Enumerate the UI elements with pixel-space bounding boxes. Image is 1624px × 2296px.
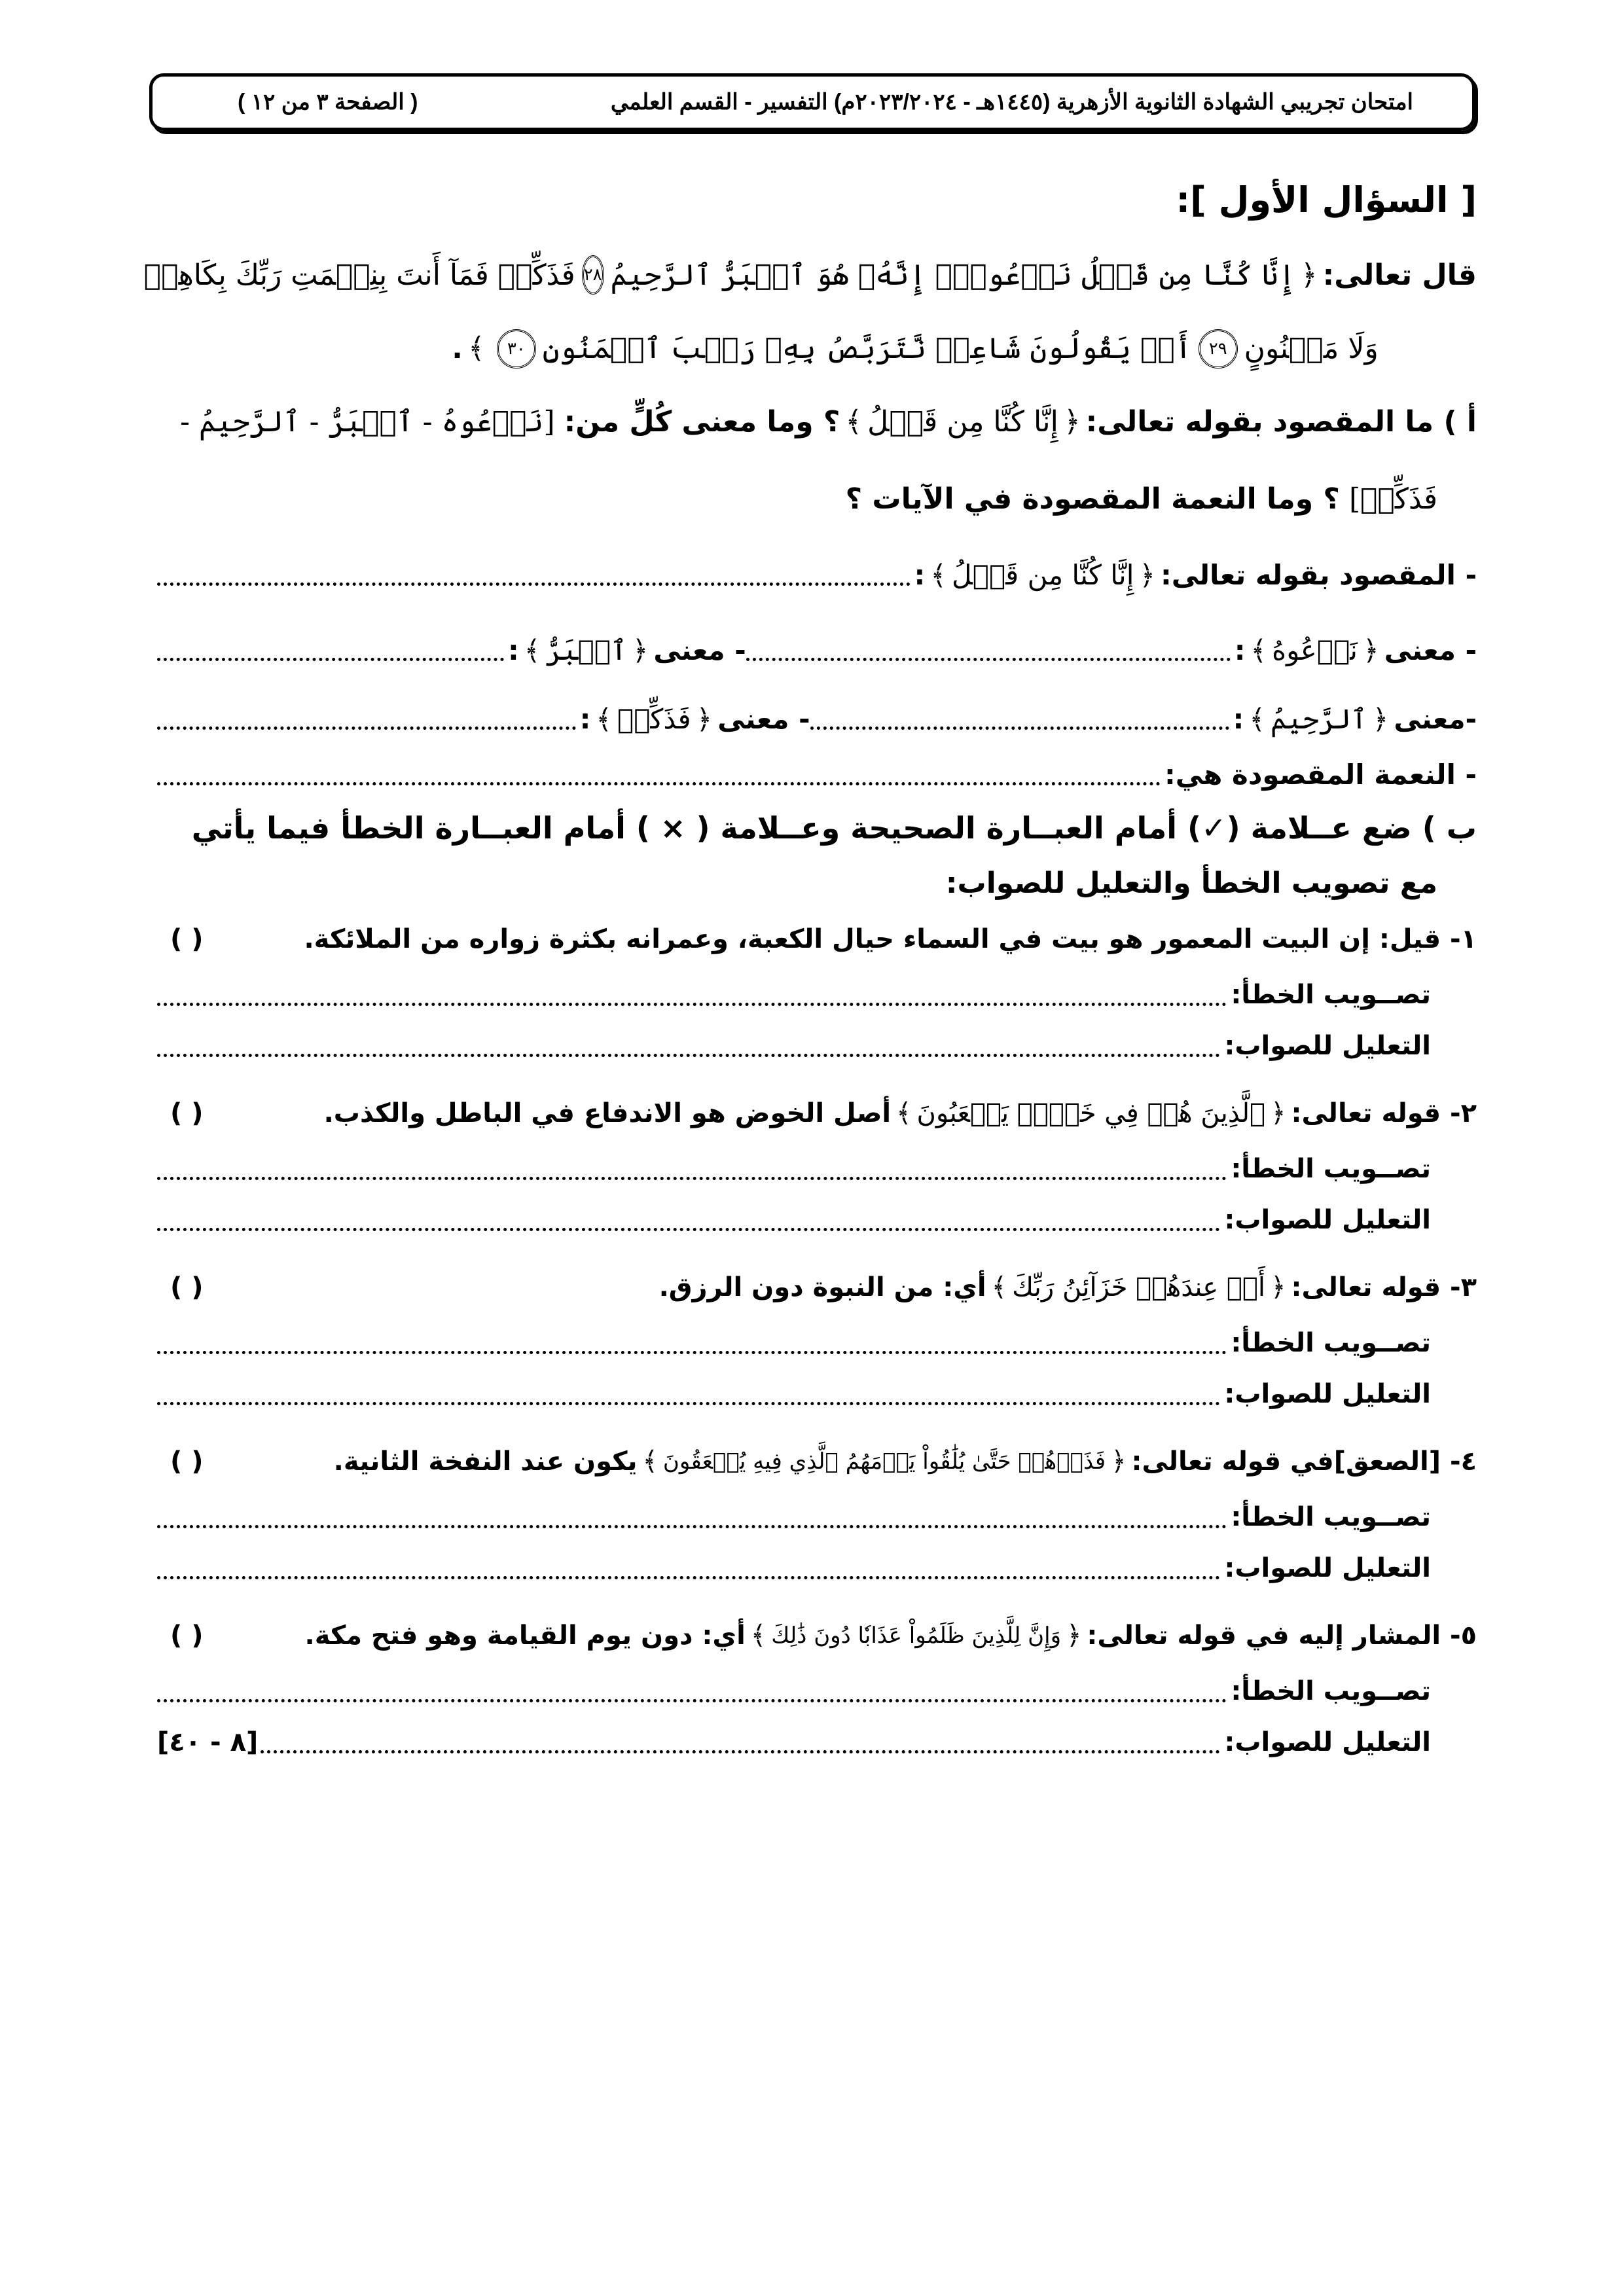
correction-label: تصــويب الخطأ:: [1231, 980, 1431, 1010]
answer-blessing-label: - النعمة المقصودة هي:: [1164, 759, 1477, 791]
reason-label: التعليل للصواب:: [1224, 1031, 1431, 1061]
reason-blank[interactable]: [157, 1228, 1220, 1231]
ornament-close-icon: ﴾: [896, 1098, 912, 1128]
answer-meanings-line-1: [157, 613, 1477, 688]
answer-mark-box[interactable]: ( ): [170, 1098, 204, 1128]
verse-line-2: [157, 314, 1477, 383]
answer-mark-box[interactable]: ( ): [170, 924, 204, 954]
item-statement: [157, 1083, 1477, 1143]
ornament-close-icon: ﴾: [1249, 703, 1265, 735]
correction-label: تصــويب الخطأ:: [1231, 1676, 1431, 1706]
item-statement: [157, 1605, 1477, 1666]
answer-blank-albarr[interactable]: [157, 658, 504, 661]
reason-label: التعليل للصواب:: [1224, 1553, 1431, 1583]
correction-blank[interactable]: [157, 1351, 1227, 1354]
correction-blank[interactable]: [157, 1699, 1227, 1702]
ornament-close-icon: ﴾: [468, 332, 485, 365]
verse-part-3: وَلَا مَجۡنُونٍ: [1244, 332, 1379, 365]
answer-blessing-line: [157, 750, 1477, 799]
item-prefix: ٣- قوله تعالى:: [1291, 1272, 1477, 1302]
part-a-verse: إِنَّا كُنَّا مِن قَبۡلُ: [867, 404, 1058, 439]
part-a-mid: ؟ وما معنى كُلٍّ من:: [564, 404, 840, 439]
word-nadouh: نَدۡعُوهُ: [1272, 634, 1358, 666]
answer-blank-fadhakkir[interactable]: [157, 726, 576, 730]
part-b-instruction-1: ب ) ضع عــلامة (✓) أمام العبــارة الصحيحة وعــلامة ( × ) أمام العبــارة الخطأ فيما يأتي: [191, 810, 1477, 846]
answer-mark-box[interactable]: ( ): [170, 1621, 204, 1651]
answer-blank-meant[interactable]: [157, 583, 911, 586]
question-page: [143, 164, 1477, 1768]
colon: :: [508, 634, 519, 666]
item-verse: ٱلَّذِينَ هُمۡ فِي خَوۡضٖ يَلۡعَبُونَ: [916, 1098, 1266, 1128]
reason-label: التعليل للصواب:: [1224, 1205, 1431, 1235]
ornament-open-icon: ﴿: [1139, 559, 1155, 591]
ornament-close-icon: ﴾: [1250, 634, 1267, 666]
part-b-instruction-line-1: [157, 799, 1477, 857]
answer-blank-alraheem[interactable]: [810, 726, 1229, 730]
part-a-blessing-question: ؟ وما النعمة المقصودة في الآيات ؟: [845, 482, 1340, 516]
score-badge: [٨ - ٤٠]: [157, 1727, 259, 1757]
ornament-close-icon: ﴾: [596, 703, 612, 735]
word-fadhakkir: فَذَكِّرۡ: [617, 703, 691, 735]
item-verse: فَذَرۡهُمۡ حَتَّىٰ يُلَٰقُواْ يَوۡمَهُمُ ٱلَّذِي فِيهِ يُصۡعَقُونَ: [662, 1448, 1106, 1475]
reason-line: [157, 1020, 1477, 1071]
ornament-open-icon: ﴿: [1066, 1621, 1082, 1651]
answer-mark-box[interactable]: ( ): [170, 1446, 204, 1477]
true-false-item-5: [157, 1605, 1477, 1768]
correction-label: تصــويب الخطأ:: [1231, 1502, 1431, 1532]
item-prefix: ٢- قوله تعالى:: [1291, 1098, 1477, 1128]
reason-blank[interactable]: [157, 1576, 1220, 1579]
ayah-number-29: ٢٩: [1199, 329, 1238, 368]
answer-mark-box[interactable]: ( ): [170, 1272, 204, 1302]
ornament-open-icon: ﴿: [1271, 1098, 1286, 1128]
answer-blank-nadouh[interactable]: [746, 658, 1231, 661]
item-prefix: ٤- [الصعق]في قوله تعالى:: [1131, 1446, 1477, 1477]
correction-blank[interactable]: [157, 1003, 1227, 1006]
ornament-open-icon: ﴿: [1362, 634, 1379, 666]
exam-title: امتحان تجريبي الشهادة الثانوية الأزهرية (١٤٤٥هـ - ٢٠٢٣/٢٠٢٤م) التفسير - القسم العلمي: [610, 90, 1413, 115]
item-verse: أَمۡ عِندَهُمۡ خَزَآئِنُ رَبِّكَ: [1012, 1272, 1266, 1302]
item-statement: [157, 1257, 1477, 1318]
ornament-close-icon: ﴾: [930, 559, 947, 591]
meaning-label: -معنى: [1394, 703, 1477, 735]
part-a-words: [نَدۡعُوهُ - ٱلۡبَرُّ - ٱلرَّحِيمُ -: [180, 404, 555, 439]
answer-meant-line: [157, 537, 1477, 613]
reason-line: [157, 1369, 1477, 1420]
ornament-open-icon: ﴿: [1271, 1272, 1286, 1302]
ornament-open-icon: ﴿: [696, 703, 713, 735]
ornament-close-icon: ﴾: [845, 404, 863, 439]
correction-line: [157, 1666, 1477, 1717]
exam-header: [149, 73, 1475, 131]
ornament-open-icon: ﴿: [1300, 258, 1318, 292]
correction-line: [157, 969, 1477, 1020]
reason-line: [157, 1194, 1477, 1246]
ornament-open-icon: ﴿: [632, 634, 649, 666]
verse-line-1: [143, 236, 1477, 314]
true-false-item-1: [157, 909, 1477, 1071]
verse-part-1: إِنَّا كُنَّا مِن قَبۡلُ نَدۡعُوهُۖ إِنَّهُۥ هُوَ ٱلۡبَرُّ ٱلرَّحِيمُ: [610, 258, 1295, 292]
reason-label: التعليل للصواب:: [1224, 1379, 1431, 1409]
true-false-item-3: [157, 1257, 1477, 1420]
colon: :: [579, 703, 591, 735]
part-b-instruction-2: مع تصويب الخطأ والتعليل للصواب:: [945, 866, 1437, 900]
question-title-text: [ السؤال الأول ]:: [1176, 179, 1477, 221]
meaning-label: - معنى: [717, 703, 810, 735]
reason-blank[interactable]: [261, 1750, 1220, 1753]
colon: :: [1234, 634, 1246, 666]
item-verse: وَإِنَّ لِلَّذِينَ ظَلَمُواْ عَذَابٗا دُونَ ذَٰلِكَ: [771, 1623, 1061, 1649]
correction-line: [157, 1318, 1477, 1369]
item-suffix: أي: دون يوم القيامة وهو فتح مكة.: [304, 1621, 746, 1651]
meaning-label: - معنى: [653, 634, 746, 666]
item-prefix: ١- قيل: إن البيت المعمور هو بيت في السماء حيال الكعبة، وعمرانه بكثرة زواره من الملائكة.: [304, 924, 1477, 954]
ornament-close-icon: ﴾: [524, 634, 541, 666]
ornament-close-icon: ﴾: [642, 1446, 658, 1477]
answer-meant-label: - المقصود بقوله تعالى:: [1161, 559, 1477, 591]
word-albarr: ٱلۡبَرُّ: [545, 634, 627, 666]
page-indicator: ( الصفحة ٣ من ١٢ ): [238, 90, 418, 115]
verse-intro-label: قال تعالى:: [1322, 258, 1477, 292]
ayah-number-30: ٣٠: [497, 329, 536, 368]
ornament-open-icon: ﴿: [1372, 703, 1389, 735]
question-title: [157, 164, 1477, 236]
verse-part-4: أَمۡ يَقُولُونَ شَاعِرٞ نَّتَرَبَّصُ بِهِۦ رَيۡبَ ٱلۡمَنُونِ: [542, 332, 1192, 365]
meaning-label: - معنى: [1384, 634, 1477, 666]
reason-blank[interactable]: [157, 1402, 1220, 1405]
colon: :: [914, 559, 926, 591]
colon: :: [1233, 703, 1244, 735]
item-suffix: أي: من النبوة دون الرزق.: [659, 1272, 986, 1302]
reason-line: [157, 1717, 1477, 1768]
correction-blank[interactable]: [157, 1177, 1227, 1180]
correction-blank[interactable]: [157, 1525, 1227, 1528]
answer-meanings-line-2: [157, 688, 1477, 750]
answer-blank-blessing[interactable]: [157, 782, 1161, 785]
ornament-open-icon: ﴿: [1111, 1446, 1127, 1477]
correction-label: تصــويب الخطأ:: [1231, 1154, 1431, 1184]
ornament-close-icon: ﴾: [991, 1272, 1007, 1302]
reason-line: [157, 1543, 1477, 1594]
reason-blank[interactable]: [157, 1054, 1220, 1057]
true-false-item-4: [157, 1431, 1477, 1594]
item-suffix: أصل الخوض هو الاندفاع في الباطل والكذب.: [323, 1098, 892, 1128]
part-a-question-line-2: [157, 460, 1477, 537]
ornament-open-icon: ﴿: [1063, 404, 1081, 439]
reason-label: التعليل للصواب:: [1224, 1727, 1431, 1757]
true-false-item-2: [157, 1083, 1477, 1246]
item-statement: [157, 909, 1477, 969]
part-a-words-cont: فَذَكِّرۡ]: [1348, 482, 1437, 516]
part-a-prefix: أ ) ما المقصود بقوله تعالى:: [1085, 404, 1477, 439]
correction-line: [157, 1143, 1477, 1194]
correction-line: [157, 1492, 1477, 1543]
answer-meant-verse: إِنَّا كُنَّا مِن قَبۡلُ: [951, 559, 1134, 591]
item-prefix: ٥- المشار إليه في قوله تعالى:: [1087, 1621, 1477, 1651]
item-statement: [157, 1431, 1477, 1492]
word-alraheem: ٱلرَّحِيمُ: [1270, 703, 1367, 735]
correction-label: تصــويب الخطأ:: [1231, 1328, 1431, 1358]
item-suffix: يكون عند النفخة الثانية.: [333, 1446, 638, 1477]
verse-part-2: فَذَكِّرۡ فَمَآ أَنتَ بِنِعۡمَتِ رَبِّكَ بِكَاهِنٖ: [143, 258, 575, 292]
part-a-question-line-1: [157, 383, 1477, 460]
ornament-close-icon: ﴾: [750, 1621, 767, 1651]
ayah-number-28: ٢٨: [582, 255, 604, 295]
part-b-instruction-line-2: [157, 857, 1477, 909]
verse-end-dot: .: [452, 332, 463, 365]
